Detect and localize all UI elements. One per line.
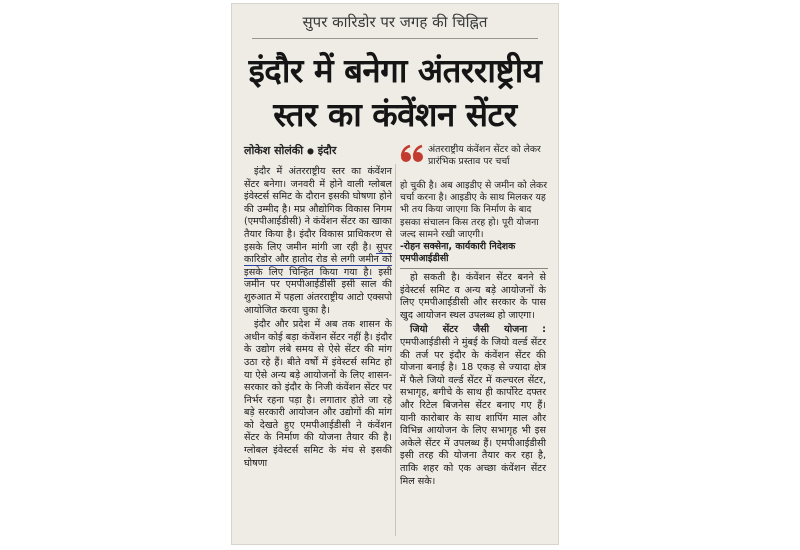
left-paragraph-2: इंदौर और प्रदेश में अब तक शासन के अधीन कोई बड़ा कंवेंशन सेंटर नहीं है। इंदौर के उद्योग लंबे समय से ऐसे सेंटर की मांग उठा रहे हैं। बीते वर्षों में इंवेस्टर्स समिट हो या ऐसे अन्य बड़े आयोजनों के लिए शासन-सरकार को इंदौर के निजी कंवेंशन सेंटर पर निर्भर रहना पड़ा है। लगातार होते जा रहे बड़े सरकारी आयोजन और उद्योगों की मांग को देखते हुए एमपीआईडीसी ने कंवेंशन सेंटर के निर्माण की योजना तैयार की है। ग्लोबल इंवेस्टर्स समिट के मंच से इसकी घोषणा <box>244 319 392 469</box>
quote-icon <box>400 144 426 166</box>
left-p1-end: इसी जमीन पर एमपीआईडीसी इसी साल की शुरुआत में पहला अंतरराष्ट्रीय आटो एक्सपो आयोजित करवा चुका है। <box>244 266 392 316</box>
bullet-dot-icon: ● <box>306 146 314 156</box>
byline <box>244 143 336 158</box>
left-paragraph-1 <box>244 166 392 317</box>
right-paragraph-2 <box>400 324 546 488</box>
headline-line-2: स्तर का कंवेंशन सेंटर <box>273 95 517 134</box>
kicker-divider <box>252 38 538 39</box>
left-p1-text: इंदौर में अंतरराष्ट्रीय स्तर का कंवेंशन सेंटर बनेगा। जनवरी में होने वाली ग्लोबल इंवेस्टर्स समिट के दौरान इसकी घोषणा होने की उम्मीद है। मप्र औद्योगिक विकास निगम (एमपीआईडीसी) ने कंवेंशन सेंटर का खाका तैयार किया है। इंदौर विकास प्राधिकरण से इसके लिए जमीन मांगी जा रही है। <box>244 166 392 253</box>
quote-author <box>400 241 548 265</box>
quote-lead: अंतरराष्ट्रीय कंवेंशन सेंटर को लेकर प्रारंभिक प्रस्ताव पर चर्चा <box>428 144 541 168</box>
article-left-column <box>244 166 392 472</box>
headline-line-1: इंदौर में बनेगा अंतरराष्ट्रीय <box>248 51 542 90</box>
right-p2-text: एमपीआईडीसी ने मुंबई के जियो वर्ल्ड सेंटर की तर्ज पर इंदौर के कंवेंशन सेंटर की योजना बनाई है। 18 एकड़ से ज्यादा क्षेत्र में फैले जियो वर्ल्ड सेंटर में कल्चरल सेंटर, सभागृह, बगीचे के साथ ही कार्पोरेट दफ्तर और रिटेल बिजनेस सेंटर बनाए गए हैं। यानी कारोबार के साथ शापिंग माल और विभिन्न आयोजन के लिए सभागृह भी इस अकेले सेंटर में उपलब्ध हैं। एमपीआईडीसी इसी तरह की योजना तैयार कर रहा है, ताकि शहर को एक अच्छा कंवेंशन सेंटर मिल सके। <box>400 336 546 487</box>
subheading: जियो सेंटर जैसी योजना : <box>410 324 546 336</box>
newspaper-clipping <box>232 4 558 544</box>
column-divider <box>395 164 396 536</box>
article-right-column <box>400 272 546 490</box>
quote-box <box>400 144 548 268</box>
right-paragraph-1: हो सकती है। कंवेंशन सेंटर बनने से इंवेस्टर्स समिट व अन्य बड़े आयोजनों के लिए एमपीआईडीसी और सरकार के पास खुद आयोजन स्थल उपलब्ध हो जाएगा। <box>400 272 546 321</box>
quote-body: हो चुकी है। अब आइडीए से जमीन को लेकर चर्चा करना है। आइडीए के साथ मिलकर यह भी तय किया जाएगा कि निर्माण के बाद इसका संचालन किस तरह हो। पूरी योजना जल्द सामने रखी जाएगी। <box>400 180 548 240</box>
highlighted-text: सुपर कारिडोर और हातोद रोड से लगी जमीन को इसके लिए चिन्हित किया गया है। <box>244 241 392 278</box>
byline-city: इंदौर <box>317 144 337 157</box>
byline-name: लोकेश सोलंकी <box>244 144 304 157</box>
quote-divider <box>400 268 548 269</box>
quote-author-text: -रोहन सक्सेना, कार्यकारी निदेशक एमपीआईडीसी <box>400 241 516 265</box>
kicker-headline: सुपर कारिडोर पर जगह की चिह्नित <box>302 13 488 31</box>
